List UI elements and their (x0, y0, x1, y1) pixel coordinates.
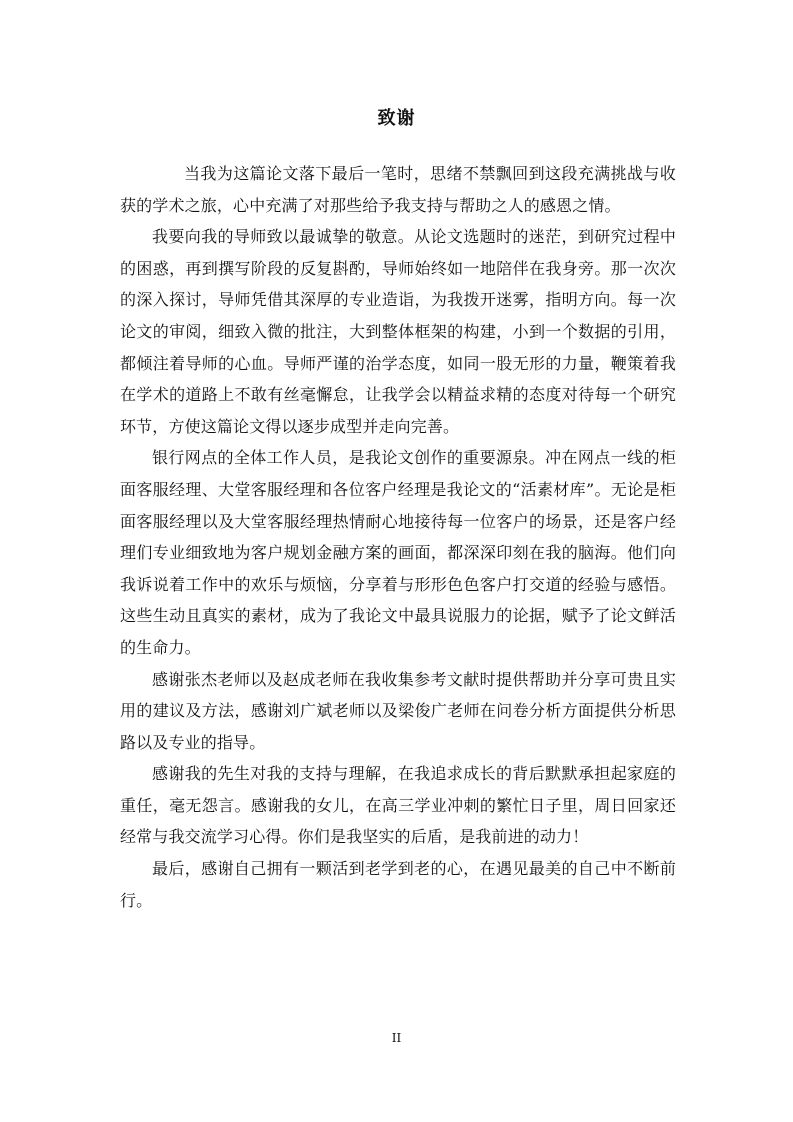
page-number: II (391, 1031, 402, 1045)
acknowledgements-body (120, 158, 676, 916)
paragraph-self: 最后，感谢自己拥有一颗活到老学到老的心，在遇见最美的自己中不断前行。 (120, 859, 676, 910)
page-title: 致谢 (377, 108, 416, 129)
paragraph-teachers: 感谢张杰老师以及赵成老师在我收集参考文献时提供帮助并分享可贵且实用的建议及方法，感谢刘广斌老师以及梁俊广老师在问卷分析方面提供分析思路以及专业的指导。 (120, 669, 676, 752)
paragraph-family: 感谢我的先生对我的支持与理解，在我追求成长的背后默默承担起家庭的重任，毫无怨言。感谢我的女儿，在高三学业冲刺的繁忙日子里，周日回家还经常与我交流学习心得。你们是我坚实的后盾，是我前进的动力！ (120, 764, 676, 847)
paragraph-advisor: 我要向我的导师致以最诚挚的敬意。从论文选题时的迷茫，到研究过程中的困惑，再到撰写阶段的反复斟酌，导师始终如一地陪伴在我身旁。那一次次的深入探讨，导师凭借其深厚的专业造诣，为我拨开迷雾，指明方向。每一次论文的审阅，细致入微的批注，大到整体框架的构建，小到一个数据的引用，都倾注着导师的心血。导师严谨的治学态度，如同一股无形的力量，鞭策着我在学术的道路上不敢有丝毫懈怠，让我学会以精益求精的态度对待每一个研究环节，方使这篇论文得以逐步成型并走向完善。 (120, 227, 676, 436)
paragraph-intro: 当我为这篇论文落下最后一笔时，思绪不禁飘回到这段充满挑战与收获的学术之旅，心中充满了对那些给予我支持与帮助之人的感恩之情。 (120, 164, 676, 215)
paragraph-bank-staff: 银行网点的全体工作人员，是我论文创作的重要源泉。冲在网点一线的柜面客服经理、大堂客服经理和各位客户经理是我论文的“活素材库”。无论是柜面客服经理以及大堂客服经理热情耐心地接待每一位客户的场景，还是客户经理们专业细致地为客户规划金融方案的画面，都深深印刻在我的脑海。他们向我诉说着工作中的欢乐与烦恼，分享着与形形色色客户打交道的经验与感悟。这些生动且真实的素材，成为了我论文中最具说服力的论据，赋予了论文鲜活的生命力。 (120, 448, 676, 657)
